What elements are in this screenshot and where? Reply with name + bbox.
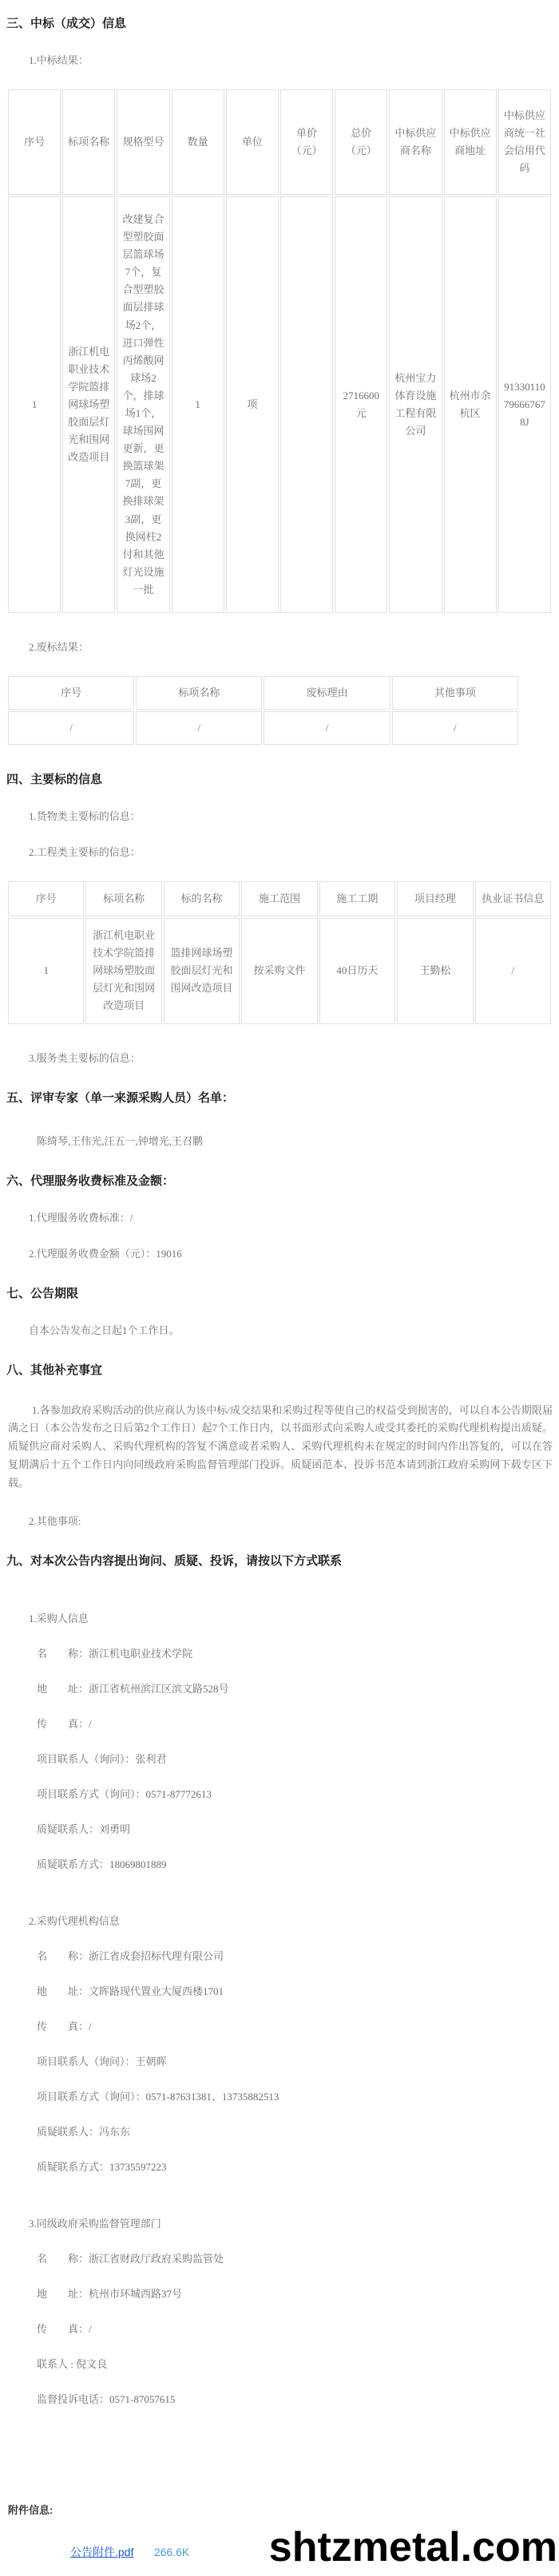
- service-subject-label: 3.服务类主要标的信息：: [29, 1051, 141, 1064]
- col-unit-price: 单价（元）: [280, 89, 333, 195]
- col-license-info: 执业证书信息: [475, 881, 551, 916]
- col-item-name: 标项名称: [62, 89, 115, 195]
- col-seq: 序号: [8, 676, 134, 710]
- regulator-name: 名 称：浙江省财政厅政府采购监管处: [37, 2253, 224, 2265]
- cell-item-name: /: [136, 711, 262, 745]
- cell-item-name: 浙江机电职业技术学院篮排网球场塑胶面层灯光和围网改造项目: [85, 918, 161, 1023]
- agency-info-heading: 2.采购代理机构信息: [29, 1915, 120, 1928]
- cancelled-bid-header-row: [8, 676, 518, 710]
- cell-cancel-reason: /: [264, 711, 390, 745]
- supplementary-paragraph: 1.各参加政府采购活动的供应商认为该中标/成交结果和采购过程等使自己的权益受到损害的，可以自本公告期限届满之日（本公告发布之日后第2个工作日）起7个工作日内，以书面形式向采购人或受其委托的采购代理机构提出质疑。质疑供应商对采购人、采购代理机构的答复不满意或者采购人、采购代理机构未在规定的时间内作出答复的，可以在答复期满后十五个工作日内向同级政府采购监督管理部门投诉。质疑函范本、投诉书范本请到浙江政府采购网下载专区下载。: [8, 1403, 553, 1489]
- other-matters-label: 2.其他事项:: [29, 1515, 81, 1528]
- col-item-name: 标项名称: [85, 881, 161, 916]
- col-project-manager: 项目经理: [397, 881, 473, 916]
- cancelled-bid-label: 2.废标结果：: [29, 641, 89, 653]
- buyer-info-heading: 1.采购人信息: [29, 1612, 89, 1625]
- regulator-fax: 传 真：/: [37, 2323, 92, 2336]
- agency-project-contact: 项目联系人（询问）：王朝晖: [37, 2056, 167, 2068]
- col-supplier-address: 中标供应商地址: [444, 89, 497, 195]
- section-agency-fee-title: 六、代理服务收费标准及金额：: [6, 1173, 175, 1188]
- buyer-address: 地 址：浙江省杭州滨江区滨文路528号: [37, 1683, 229, 1696]
- attachment-file-size: 266.6K: [153, 2546, 190, 2559]
- col-construction-scope: 施工范围: [241, 881, 317, 916]
- cell-item-name: 浙江机电职业技术学院篮排网球场塑胶面层灯光和围网改造项目: [62, 196, 115, 613]
- col-spec-model: 规格型号: [117, 89, 169, 195]
- attachment-file-link[interactable]: 公告附件.pdf: [70, 2546, 134, 2559]
- cell-project-manager: 王勤松: [397, 918, 473, 1023]
- regulator-info-heading: 3.同级政府采购监督管理部门: [29, 2218, 161, 2230]
- buyer-query-phone: 质疑联系方式：18069801889: [37, 1858, 167, 1871]
- site-watermark: shtzmetal.com: [268, 2524, 557, 2571]
- col-seq: 序号: [8, 89, 61, 195]
- cell-unit-price: [280, 196, 333, 613]
- col-item-name: 标项名称: [136, 676, 262, 710]
- buyer-name: 名 称：浙江机电职业技术学院: [37, 1648, 193, 1660]
- buyer-project-contact: 项目联系人（询问）：张利君: [37, 1753, 167, 1766]
- section-announcement-period-title: 七、公告期限: [6, 1286, 79, 1300]
- announcement-period-body: 自本公告发布之日起1个工作日。: [29, 1324, 180, 1336]
- award-result-label: 1.中标结果：: [29, 54, 89, 66]
- col-cancel-reason: 废标理由: [264, 676, 390, 710]
- section-supplementary-title: 八、其他补充事宜: [6, 1363, 103, 1377]
- agency-project-phone: 项目联系方式（询问）：0571-87631381、13735882513: [37, 2091, 280, 2103]
- cell-supplier-name: 杭州宝力体育设施工程有限公司: [389, 196, 442, 613]
- col-supplier-name: 中标供应商名称: [389, 89, 442, 195]
- project-info-header-row: [8, 881, 551, 916]
- agency-query-contact: 质疑联系人：冯东东: [37, 2126, 131, 2139]
- cell-construction-period: 40日历天: [319, 918, 395, 1023]
- cell-unit: 项: [226, 196, 279, 613]
- cell-seq: /: [8, 711, 134, 745]
- agency-fax: 传 真：/: [37, 2020, 92, 2033]
- col-quantity: 数量: [172, 89, 224, 195]
- cell-subject-name: 篮排网球场塑胶面层灯光和围网改造项目: [164, 918, 240, 1023]
- section-experts-title: 五、评审专家（单一来源采购人员）名单：: [6, 1090, 235, 1105]
- agency-name: 名 称：浙江省成套招标代理有限公司: [37, 1950, 224, 1963]
- regulator-complaint-phone: 监督投诉电话：0571-87057615: [37, 2393, 176, 2406]
- attachment-label: 附件信息:: [8, 2504, 54, 2517]
- section-main-subject-title: 四、主要标的信息: [6, 773, 103, 786]
- cell-supplier-address: 杭州市余杭区: [444, 196, 497, 613]
- cell-total-price: 2716600元: [335, 196, 387, 613]
- cancelled-bid-table: [6, 675, 520, 746]
- col-total-price: 总价（元）: [335, 89, 387, 195]
- regulator-address: 地 址：杭州市环城西路37号: [37, 2288, 183, 2301]
- col-seq: 序号: [8, 881, 84, 916]
- cancelled-bid-data-row: [8, 711, 518, 745]
- cell-construction-scope: 按采购文件: [241, 918, 317, 1023]
- bid-result-data-row: [8, 196, 551, 613]
- cell-seq: 1: [8, 918, 84, 1023]
- col-construction-period: 施工工期: [319, 881, 395, 916]
- expert-names: 陈绮琴,王伟光,汪五一,钟增光,王召鹏: [37, 1134, 204, 1147]
- buyer-query-contact: 质疑联系人：刘勇明: [37, 1823, 131, 1836]
- cell-supplier-credit-code: 91330110796667678J: [498, 196, 551, 613]
- cell-spec-model: 改建复合型塑胶面层篮球场7个，复合型塑胶面层排球场2个，进口弹性丙烯酸网球场2个，排球场1个，球场围网更新，更换篮球架7副，更换排球架3副，更换网柱2付和其他灯光设施一批: [117, 196, 169, 613]
- agency-fee-amount: 2.代理服务收费金额（元）：19016: [29, 1247, 182, 1260]
- col-unit: 单位: [226, 89, 279, 195]
- buyer-project-phone: 项目联系方式（询问）：0571-87772613: [37, 1788, 212, 1801]
- project-info-table: [6, 880, 553, 1026]
- bid-result-header-row: [8, 89, 551, 195]
- project-info-data-row: [8, 918, 551, 1023]
- section-contact-title: 九、对本次公告内容提出询问、质疑、投诉，请按以下方式联系: [6, 1554, 343, 1569]
- engineering-subject-label: 2.工程类主要标的信息：: [29, 846, 141, 858]
- agency-address: 地 址：文晖路现代置业大厦西楼1701: [37, 1985, 224, 1998]
- cell-quantity: 1: [172, 196, 224, 613]
- goods-subject-label: 1.货物类主要标的信息：: [29, 810, 141, 822]
- bid-result-table: [6, 88, 553, 615]
- col-supplier-credit-code: 中标供应商统一社会信用代码: [498, 89, 551, 195]
- col-other-matters: 其他事项: [392, 676, 518, 710]
- cell-other-matters: /: [392, 711, 518, 745]
- agency-query-phone: 质疑联系方式：13735597223: [37, 2161, 167, 2174]
- section-award-info-title: 三、中标（成交）信息: [6, 17, 127, 30]
- col-subject-name: 标的名称: [164, 881, 240, 916]
- agency-fee-standard: 1.代理服务收费标准：/: [29, 1211, 133, 1224]
- regulator-contact: 联系人 : 倪文良: [37, 2358, 108, 2371]
- cell-seq: 1: [8, 196, 61, 613]
- buyer-fax: 传 真：/: [37, 1718, 92, 1731]
- cell-license-info: /: [475, 918, 551, 1023]
